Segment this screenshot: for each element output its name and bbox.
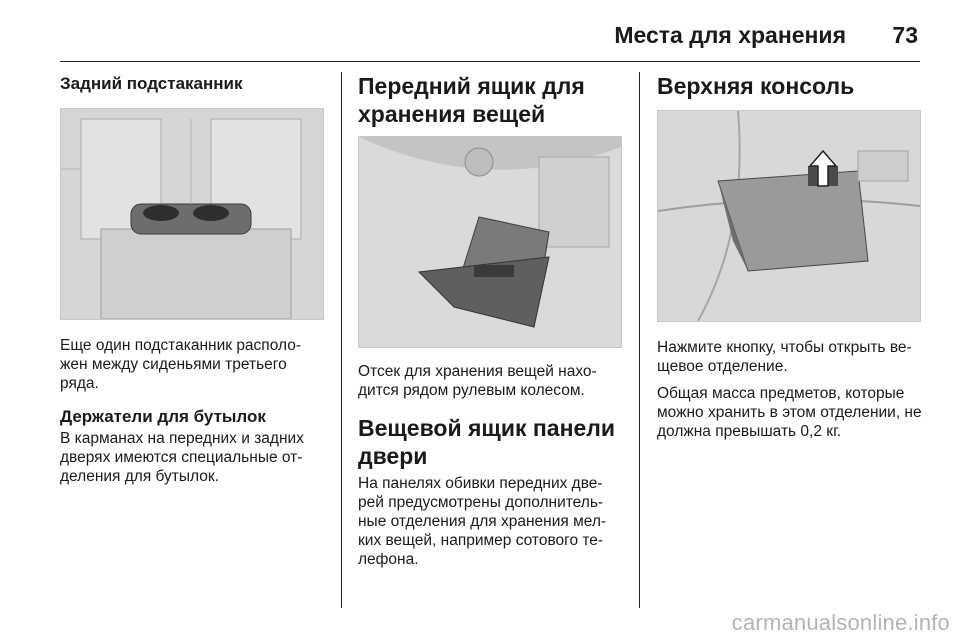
watermark: carmanualsonline.info xyxy=(731,610,950,635)
figure-caption: Еще один подстаканник располо-жен между сиденьями третьего ряда. xyxy=(60,337,301,392)
section-body: В карманах на передних и задних дверях имеются специальные от-деления для бутылок. xyxy=(60,430,304,485)
section-heading: Передний ящик для хранения вещей xyxy=(358,73,585,127)
section-heading: Верхняя консоль xyxy=(657,73,855,99)
column-divider xyxy=(341,72,342,608)
section-body: Общая масса предметов, которые можно хранить в этом отделении, не должна превышать 0,2 кг. xyxy=(657,385,922,440)
column-divider xyxy=(639,72,640,608)
section-heading: Задний подстаканник xyxy=(60,74,243,93)
page-header xyxy=(60,0,920,62)
rear-cupholder-illustration xyxy=(60,108,324,320)
column-front-storage xyxy=(358,72,624,569)
section-heading: Держатели для бутылок xyxy=(60,407,266,426)
figure-caption: Нажмите кнопку, чтобы открыть ве-щевое отделение. xyxy=(657,339,912,375)
section-body: На панелях обивки передних две-рей предусмотрены дополнитель-ные отделения для хранения мел-ких вещей, например сотового те-лефона. xyxy=(358,475,607,568)
column-rear-cupholder xyxy=(60,72,326,486)
page-title: Места для хранения xyxy=(614,22,846,48)
section-heading: Вещевой ящик панели двери xyxy=(358,415,615,469)
page-number: 73 xyxy=(892,22,918,48)
front-storage-illustration xyxy=(358,136,622,348)
column-overhead-console xyxy=(657,72,923,441)
overhead-console-illustration xyxy=(657,110,921,322)
figure-caption: Отсек для хранения вещей нахо-дится рядом рулевым колесом. xyxy=(358,363,597,399)
